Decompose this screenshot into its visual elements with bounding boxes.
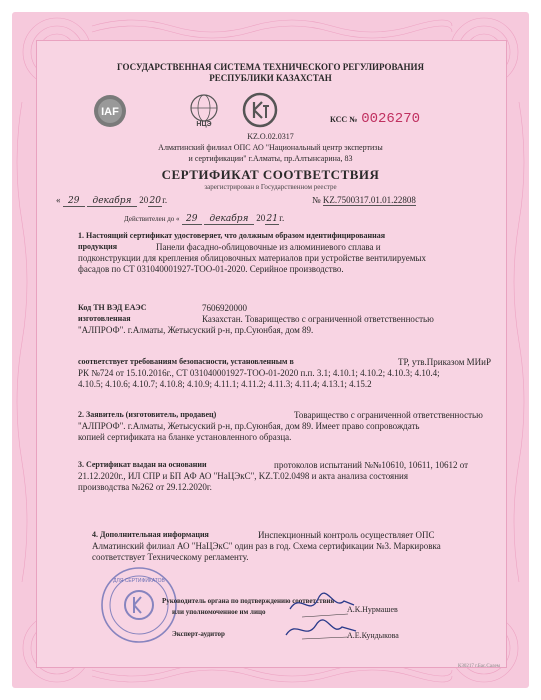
requirements-line-3: 4.10.5; 4.10.6; 4.10.7; 4.10.8; 4.10.9; 4.11.1; 4.11.2; 4.11.3; 4.11.4; 4.13.1; 4.15.2 bbox=[78, 379, 372, 389]
registration-number: № KZ.7500317.01.01.22808 bbox=[312, 195, 416, 205]
section-3-line-2: 21.12.2020г., ИЛ СПР и БП АФ АО "НаЦЭкС", KZ.T.02.0498 и акта анализа состояния bbox=[78, 471, 408, 481]
kz-conformity-mark-icon bbox=[242, 92, 278, 128]
serial-number bbox=[330, 109, 420, 127]
section-2-line-1: Товарищество с ограниченной ответственностью bbox=[294, 410, 483, 420]
serial-prefix: КСС № bbox=[330, 115, 358, 124]
footer-print-code: КЗ0217 г.Бас.Салем bbox=[458, 664, 500, 669]
section-4-label: 4. Дополнительная информация bbox=[92, 530, 209, 539]
tn-ved-code: 7606920000 bbox=[202, 303, 247, 313]
section-1-product-text-3: фасадов по СТ 031040001927-ТОО-01-2020. Серийное производство. bbox=[78, 264, 344, 274]
serial-value: 0026270 bbox=[361, 111, 421, 127]
requirements-label: соответствует требованиям безопасности, установленным в bbox=[78, 357, 294, 366]
section-3-label: 3. Сертификат выдан на основании bbox=[78, 460, 207, 469]
issue-date: « 29 декабря 2020г. bbox=[56, 195, 168, 206]
issuer-line-2: и сертификации" г.Алматы, пр.Алтынсарина, 83 bbox=[188, 154, 353, 163]
manufacturer-label: изготовленная bbox=[78, 314, 131, 323]
svg-text:IAF: IAF bbox=[101, 106, 119, 118]
section-3-line-3: производства №262 от 29.12.2020г. bbox=[78, 482, 212, 492]
signatory-1-title-2: или уполномоченное им лицо bbox=[172, 608, 266, 616]
certificate-sheet bbox=[12, 12, 529, 688]
section-4-line-3: соответствует Техническому регламенту. bbox=[92, 552, 249, 562]
accreditation-code: KZ.O.02.0317 bbox=[247, 132, 294, 141]
iaf-logo bbox=[86, 94, 134, 128]
manufacturer-line-1: Казахстан. Товарищество с ограниченной ответственностью bbox=[202, 314, 434, 324]
registry-note: зарегистрирован в Государственном реестре bbox=[204, 183, 337, 191]
official-stamp bbox=[100, 566, 178, 644]
tn-ved-label: Код ТН ВЭД ЕАЭС bbox=[78, 303, 147, 312]
signatory-2-title: Эксперт-аудитор bbox=[172, 630, 225, 638]
nce-globe-logo bbox=[182, 92, 226, 128]
document-title: СЕРТИФИКАТ СООТВЕТСТВИЯ bbox=[161, 167, 380, 182]
section-2-label: 2. Заявитель (изготовитель, продавец) bbox=[78, 410, 217, 419]
authority-line-2: РЕСПУБЛИКИ КАЗАХСТАН bbox=[209, 73, 332, 83]
valid-until: Действителен до « 29 декабря 2021г. bbox=[124, 213, 285, 224]
section-3-line-1: протоколов испытаний №№10610, 10611, 10612 от bbox=[274, 460, 469, 470]
section-2-line-2: "АЛПРОФ". г.Алматы, Жетысуский р-н, пр.Суюнбая, дом 89. Имеет право сопровождать bbox=[78, 421, 420, 431]
signatory-1-name: А.К.Нурмашев bbox=[347, 605, 398, 614]
requirements-line-2: РК №724 от 15.10.2016г., СТ 031040001927-ТОО-01-2020 п.п. 3.1; 4.10.1; 4.10.2; 4.10.3; 4.10.4; bbox=[78, 368, 440, 378]
section-1-product-text-1: Панели фасадно-облицовочные из алюминиевого сплава и bbox=[156, 242, 381, 252]
signatory-1-title-1: Руководитель органа по подтверждению соответствия bbox=[162, 597, 335, 605]
section-1-product-label: продукция bbox=[78, 242, 118, 251]
svg-text:ДЛЯ СЕРТИФИКАТОВ: ДЛЯ СЕРТИФИКАТОВ bbox=[113, 578, 165, 584]
section-2-line-3: копией сертификата на бланке установленного образца. bbox=[78, 432, 292, 442]
authority-line-1: ГОСУДАРСТВЕННАЯ СИСТЕМА ТЕХНИЧЕСКОГО РЕГУЛИРОВАНИЯ bbox=[117, 62, 424, 72]
handwritten-signatures bbox=[282, 587, 362, 647]
section-1-product-text-2: подконструкции для крепления облицовочных материалов при устройстве вентилируемых bbox=[78, 253, 426, 263]
section-4-line-2: Алматинский филиал АО "НаЦЭкС" один раз в год. Схема сертификации №3. Маркировка bbox=[92, 541, 441, 551]
section-1-heading: 1. Настоящий сертификат удостоверяет, что должным образом идентифицированная bbox=[78, 231, 386, 240]
section-4-line-1: Инспекционный контроль осуществляет ОПС bbox=[258, 530, 435, 540]
signatory-2-name: А.Е.Кундыкова bbox=[347, 631, 399, 640]
requirements-line-1: ТР, утв.Приказом МИиР bbox=[398, 357, 491, 367]
svg-text:НЦЭ: НЦЭ bbox=[196, 121, 212, 128]
manufacturer-line-2: "АЛПРОФ". г.Алматы, Жетысуский р-н, пр.Суюнбая, дом 89. bbox=[78, 325, 314, 335]
issuer-line-1: Алматинский филиал ОПС АО "Национальный центр экспертизы bbox=[158, 143, 383, 152]
